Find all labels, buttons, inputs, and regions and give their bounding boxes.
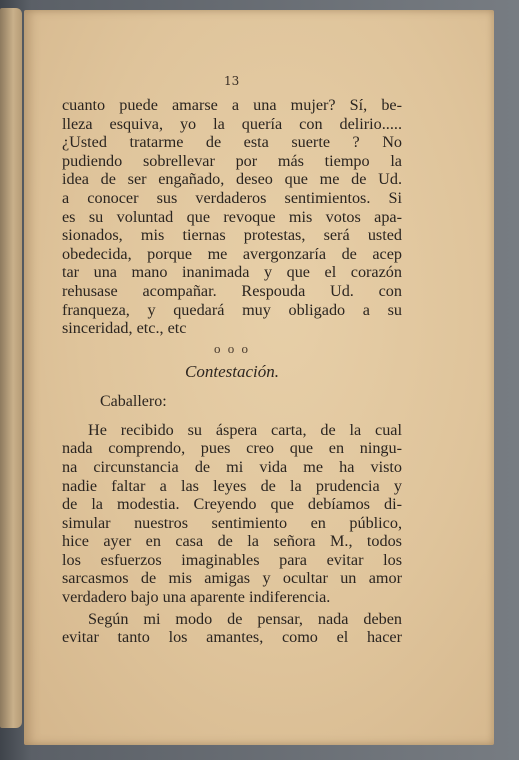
text-line: idea de ser engañado, deseo que me de Ud. (62, 170, 402, 189)
text-line: sarcasmos de mis amigas y ocultar un amor (62, 569, 402, 588)
text-line: rehusase acompañar. Respouda Ud. con (62, 281, 402, 300)
paragraph-letter (62, 96, 402, 338)
book-page (24, 10, 494, 745)
text-line: cuanto puede amarse a una mujer? Sí, be- (62, 96, 402, 114)
facing-page-edge (0, 8, 22, 728)
text-line: hice ayer en casa de la señora M., todos (62, 532, 402, 551)
text-line: Según mi modo de pensar, nada deben (88, 609, 402, 628)
text-line: ¿Usted tratarme de esta suerte ? No (62, 133, 402, 152)
salutation: Caballero: (100, 392, 167, 410)
text-line: na circunstancia de mi vida me ha visto (62, 457, 402, 476)
text-line: franqueza, y quedará muy obligado a su (62, 300, 402, 319)
text-line: de la modestia. Creyendo que debíamos di- (62, 495, 402, 514)
text-line: sinceridad, etc., etc (62, 319, 187, 338)
text-line: simular nuestros sentimiento en público, (62, 513, 402, 532)
paragraph-reply (62, 421, 402, 607)
text-line: pudiendo sobrellevar por más tiempo la (62, 151, 402, 170)
text-line: evitar tanto los amantes, como el hacer (62, 628, 402, 647)
text-line: es su voluntad que revoque mis votos apa- (62, 207, 402, 226)
text-line: sionados, mis tiernas protestas, será usted (62, 226, 402, 245)
page-number: 13 (224, 74, 240, 88)
text-line: lleza esquiva, yo la quería con delirio..... (62, 114, 402, 133)
page-text (62, 96, 402, 647)
section-heading: Contestación. (185, 361, 279, 381)
text-line: los esfuerzos imaginables para evitar los (62, 550, 402, 569)
text-line: obedecida, porque me avergonzaría de acep (62, 244, 402, 263)
text-line: verdadero bajo una aparente indiferencia. (62, 588, 331, 607)
text-line: tar una mano inanimada y que el corazón (62, 263, 402, 282)
text-line: He recibido su áspera carta, de la cual (88, 420, 402, 439)
text-line: a conocer sus verdaderos sentimientos. Si (62, 188, 402, 207)
text-line: nadie faltar a las leyes de la prudencia y (62, 476, 402, 495)
paragraph-continuation (62, 610, 402, 647)
text-line: nada comprendo, pues creo que en ningu- (62, 439, 402, 458)
section-separator: o o o (214, 340, 250, 356)
